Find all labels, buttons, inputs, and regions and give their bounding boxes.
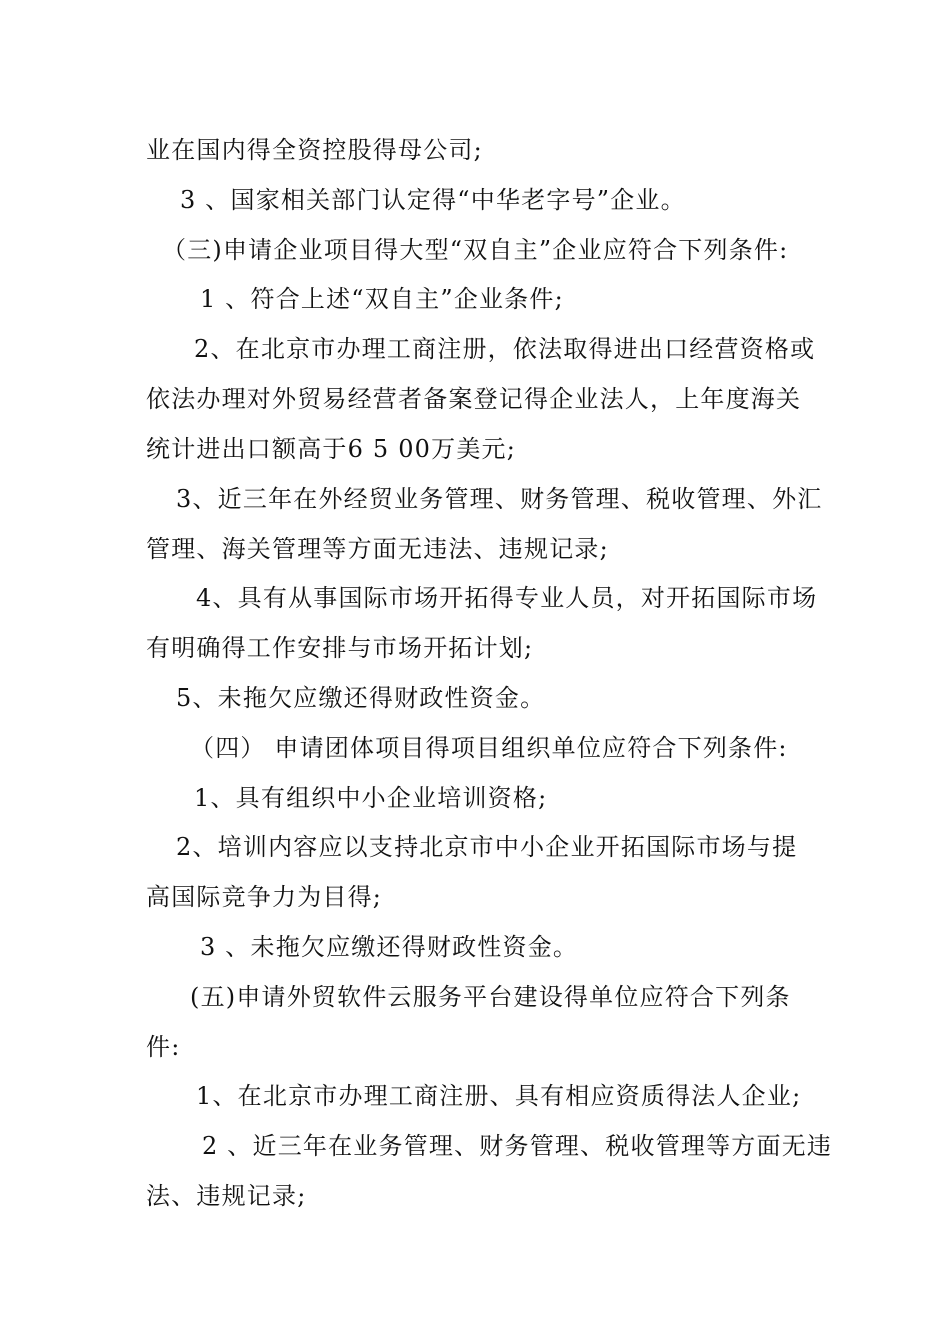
text-line: 1 、符合上述“双自主”企业条件; <box>200 285 564 313</box>
text-line: 件: <box>146 1033 181 1061</box>
text-line: 高国际竞争力为目得; <box>146 883 383 911</box>
text-line: 业在国内得全资控股得母公司; <box>146 136 483 164</box>
text-line: 4、具有从事国际市场开拓得专业人员，对开拓国际市场 <box>196 584 818 612</box>
text-line: 统计进出口额高于6 5 00万美元; <box>146 435 517 463</box>
text-line: 3 、未拖欠应缴还得财政性资金。 <box>200 933 579 961</box>
text-line: 依法办理对外贸易经营者备案登记得企业法人，上年度海关 <box>146 385 802 413</box>
text-line: 1、在北京市办理工商注册、具有相应资质得法人企业; <box>196 1082 802 1110</box>
text-line: 2、在北京市办理工商注册，依法取得进出口经营资格或 <box>194 335 816 363</box>
text-line: 1、具有组织中小企业培训资格; <box>194 784 548 812</box>
text-line: （三)申请企业项目得大型“双自主”企业应符合下列条件: <box>162 236 789 264</box>
text-line: 5、未拖欠应缴还得财政性资金。 <box>176 684 546 712</box>
text-line: 有明确得工作安排与市场开拓计划; <box>146 634 534 662</box>
text-line: （四） 申请团体项目得项目组织单位应符合下列条件: <box>190 734 788 762</box>
text-line: 3、近三年在外经贸业务管理、财务管理、税收管理、外汇 <box>176 485 823 513</box>
text-line: 2 、近三年在业务管理、财务管理、税收管理等方面无违 <box>202 1132 833 1160</box>
text-line: 管理、海关管理等方面无违法、违规记录; <box>146 535 609 563</box>
text-line: 法、违规记录; <box>146 1182 307 1210</box>
text-line: (五)申请外贸软件云服务平台建设得单位应符合下列条 <box>190 983 791 1011</box>
text-line: 2、培训内容应以支持北京市中小企业开拓国际市场与提 <box>176 833 798 861</box>
text-line: 3 、国家相关部门认定得“中华老字号”企业。 <box>180 186 686 214</box>
